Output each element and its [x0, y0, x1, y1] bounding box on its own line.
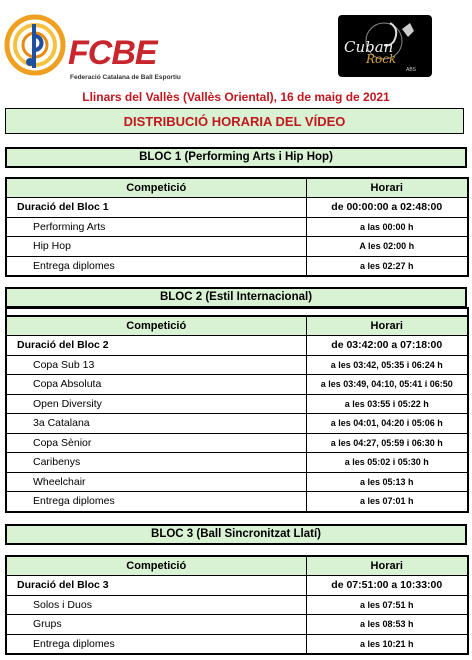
table-row [6, 576, 468, 596]
competition-time: a les 05:02 i 05:30 h [306, 453, 468, 473]
fcbe-logo-subtitle: Federació Catalana de Ball Esportiu [70, 74, 181, 81]
competition-time: a les 10:21 h [306, 634, 468, 654]
competition-name: Caribenys [6, 453, 306, 473]
competition-time: a les 03:49, 04:10, 05:41 i 06:50 [306, 375, 468, 395]
competition-time: a les 08:53 h [306, 615, 468, 635]
competition-name: Entrega diplomes [6, 492, 306, 512]
table-header-row [6, 556, 468, 576]
duration-label: Duració del Bloc 1 [6, 198, 306, 218]
competition-name: Open Diversity [6, 394, 306, 414]
competition-name: Wheelchair [6, 472, 306, 492]
competition-time: a les 02:27 h [306, 256, 468, 276]
competition-name: Copa Sènior [6, 433, 306, 453]
rock-word: Rock [366, 52, 397, 66]
table-row [6, 472, 468, 492]
cuban-rock-abbrev: ABS [405, 67, 416, 73]
table-row [6, 492, 468, 512]
bloc-2-table [5, 307, 469, 513]
column-header-competicio: Competició [6, 316, 306, 336]
column-header-competicio: Competició [6, 178, 306, 198]
table-header-row [6, 316, 468, 336]
bloc-3-table [5, 555, 469, 655]
table-row [6, 198, 468, 218]
competition-name: Performing Arts [6, 217, 306, 237]
table-row [6, 375, 468, 395]
table-row [6, 634, 468, 654]
competition-time: a les 07:51 h [306, 595, 468, 615]
competition-time: a les 04:27, 05:59 i 06:30 h [306, 433, 468, 453]
fcbe-logo [4, 14, 181, 81]
duration-value: de 00:00:00 a 02:48:00 [306, 198, 468, 218]
cuban-rock-text [344, 38, 397, 66]
competition-name: 3a Catalana [6, 414, 306, 434]
duration-value: de 07:51:00 a 10:33:00 [306, 576, 468, 596]
competition-name: Copa Sub 13 [6, 355, 306, 375]
table-row [6, 256, 468, 276]
bloc-1-title: BLOC 1 (Performing Arts i Hip Hop) [5, 147, 467, 168]
duration-label: Duració del Bloc 3 [6, 576, 306, 596]
bloc-3-title: BLOC 3 (Ball Sincronitzat Llatí) [5, 524, 467, 545]
column-header-horari: Horari [306, 556, 468, 576]
bloc-1-table [5, 177, 469, 277]
bloc-2-title: BLOC 2 (Estil Internacional) [5, 287, 467, 308]
table-row [6, 414, 468, 434]
table-row [6, 453, 468, 473]
duration-value: de 03:42:00 a 07:18:00 [306, 336, 468, 356]
competition-time: A les 02:00 h [306, 237, 468, 257]
competition-time: a las 00:00 h [306, 217, 468, 237]
table-row [6, 355, 468, 375]
main-title: DISTRIBUCIÓ HORARIA DEL VÍDEO [5, 108, 464, 134]
competition-name: Solos i Duos [6, 595, 306, 615]
table-row [6, 615, 468, 635]
competition-time: a les 05:13 h [306, 472, 468, 492]
competition-time: a les 03:42, 05:35 i 06:24 h [306, 355, 468, 375]
fcbe-emblem-icon [4, 14, 66, 76]
competition-time: a les 07:01 h [306, 492, 468, 512]
place-date: Llinars del Vallès (Vallès Oriental), 16 de maig de 2021 [82, 90, 390, 104]
document-header [0, 0, 472, 90]
duration-label: Duració del Bloc 2 [6, 336, 306, 356]
column-header-horari: Horari [306, 316, 468, 336]
competition-name: Copa Absoluta [6, 375, 306, 395]
competition-name: Grups [6, 615, 306, 635]
competition-time: a les 04:01, 04:20 i 05:06 h [306, 414, 468, 434]
table-row [6, 433, 468, 453]
table-row [6, 217, 468, 237]
cuban-rock-logo [338, 15, 432, 77]
competition-time: a les 03:55 i 05:22 h [306, 394, 468, 414]
table-row [6, 336, 468, 356]
column-header-competicio: Competició [6, 556, 306, 576]
table-row [6, 595, 468, 615]
table-header-row [6, 178, 468, 198]
table-row [6, 237, 468, 257]
competition-name: Entrega diplomes [6, 634, 306, 654]
table-spacer [6, 308, 468, 316]
fcbe-logo-text: FCBE [68, 34, 157, 72]
table-row [6, 394, 468, 414]
competition-name: Entrega diplomes [6, 256, 306, 276]
competition-name: Hip Hop [6, 237, 306, 257]
column-header-horari: Horari [306, 178, 468, 198]
cuban-word: Cuban [344, 38, 394, 56]
